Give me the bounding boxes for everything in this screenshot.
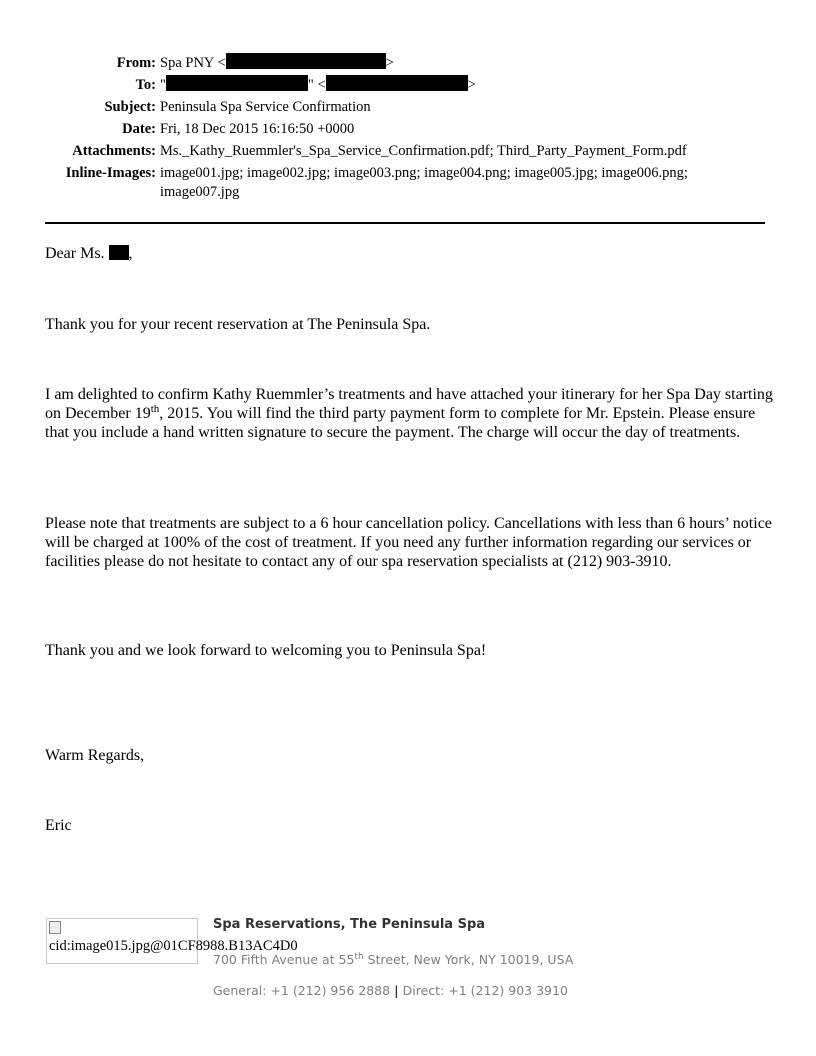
email-header bbox=[0, 52, 816, 202]
closing: Warm Regards, bbox=[45, 747, 145, 764]
general-phone[interactable]: General: +1 (212) 956 2888 bbox=[213, 983, 391, 998]
attachments-row bbox=[0, 140, 816, 162]
greeting-end: , bbox=[128, 245, 133, 262]
from-end: > bbox=[385, 55, 394, 71]
to-value bbox=[160, 74, 816, 96]
redaction-bar bbox=[326, 75, 468, 91]
address-ordinal-suffix: th bbox=[354, 952, 364, 962]
greeting-start: Dear Ms. bbox=[45, 245, 109, 262]
paragraph-thanks: Thank you for your recent reservation at The Peninsula Spa. bbox=[45, 316, 431, 333]
broken-image-icon bbox=[49, 921, 61, 934]
attachments-value[interactable]: Ms._Kathy_Ruemmler's_Spa_Service_Confirmation.pdf; Third_Party_Payment_Form.pdf bbox=[160, 143, 687, 159]
ordinal-suffix: th bbox=[150, 403, 160, 415]
inline-images-label: Inline-Images: bbox=[65, 165, 156, 181]
greeting bbox=[45, 244, 775, 263]
redaction-bar bbox=[109, 245, 129, 260]
to-label: To: bbox=[135, 77, 156, 93]
paragraph-welcome: Thank you and we look forward to welcoming you to Peninsula Spa! bbox=[45, 642, 487, 659]
sender-name: Eric bbox=[45, 817, 72, 834]
signature-address bbox=[213, 952, 573, 967]
from-row bbox=[0, 52, 816, 74]
from-value bbox=[160, 52, 816, 74]
subject-value: Peninsula Spa Service Confirmation bbox=[160, 99, 371, 115]
paragraph-cancellation-policy: Please note that treatments are subject to a 6 hour cancellation policy. Cancellations with less than 6 hours’ notice will be charged at 100% of the cost of treatment. If you need any further information regarding our services or facilities please do not hesitate to contact any of our spa reservation specialists at (212) 903-3910. bbox=[45, 515, 772, 570]
signature-image-placeholder bbox=[46, 918, 298, 964]
confirmation-text-b: , 2015. You will find the third party payment form to complete for Mr. Epstein. Please ensure that you include a hand written signature to secure the payment. The charge will occur the day of treatments. bbox=[45, 405, 756, 441]
to-row bbox=[0, 74, 816, 96]
attachments-label: Attachments: bbox=[72, 143, 156, 159]
phone-separator: | bbox=[394, 983, 399, 998]
to-mid: " < bbox=[307, 77, 326, 93]
inline-images-row bbox=[0, 162, 816, 202]
redaction-bar bbox=[166, 75, 308, 91]
to-end: > bbox=[467, 77, 476, 93]
date-value: Fri, 18 Dec 2015 16:16:50 +0000 bbox=[160, 121, 355, 137]
address-text-a: 700 Fifth Avenue at 55 bbox=[213, 952, 355, 967]
direct-phone[interactable]: Direct: +1 (212) 903 3910 bbox=[402, 983, 568, 998]
subject-label: Subject: bbox=[104, 99, 156, 115]
paragraph-confirmation bbox=[45, 385, 775, 442]
subject-row bbox=[0, 96, 816, 118]
signature-image-alt: cid:image015.jpg@01CF8988.B13AC4D0 bbox=[49, 938, 298, 954]
address-text-b: Street, New York, NY 10019, USA bbox=[363, 952, 574, 967]
redaction-bar bbox=[226, 53, 386, 69]
date-label: Date: bbox=[122, 121, 156, 137]
inline-images-value: image001.jpg; image002.jpg; image003.png; image004.png; image005.jpg; image006.png; image007.jpg bbox=[160, 165, 688, 200]
confirmation-text-a: I am delighted to confirm Kathy Ruemmler’s treatments and have attached your itinerary for her Spa Day starting on December 19 bbox=[45, 386, 773, 422]
from-name: Spa PNY < bbox=[160, 55, 226, 71]
signature-phones bbox=[213, 983, 568, 998]
header-divider bbox=[45, 222, 765, 224]
from-label: From: bbox=[116, 55, 156, 71]
signature-title: Spa Reservations, The Peninsula Spa bbox=[213, 917, 486, 932]
date-row bbox=[0, 118, 816, 140]
to-open: " bbox=[160, 77, 166, 93]
